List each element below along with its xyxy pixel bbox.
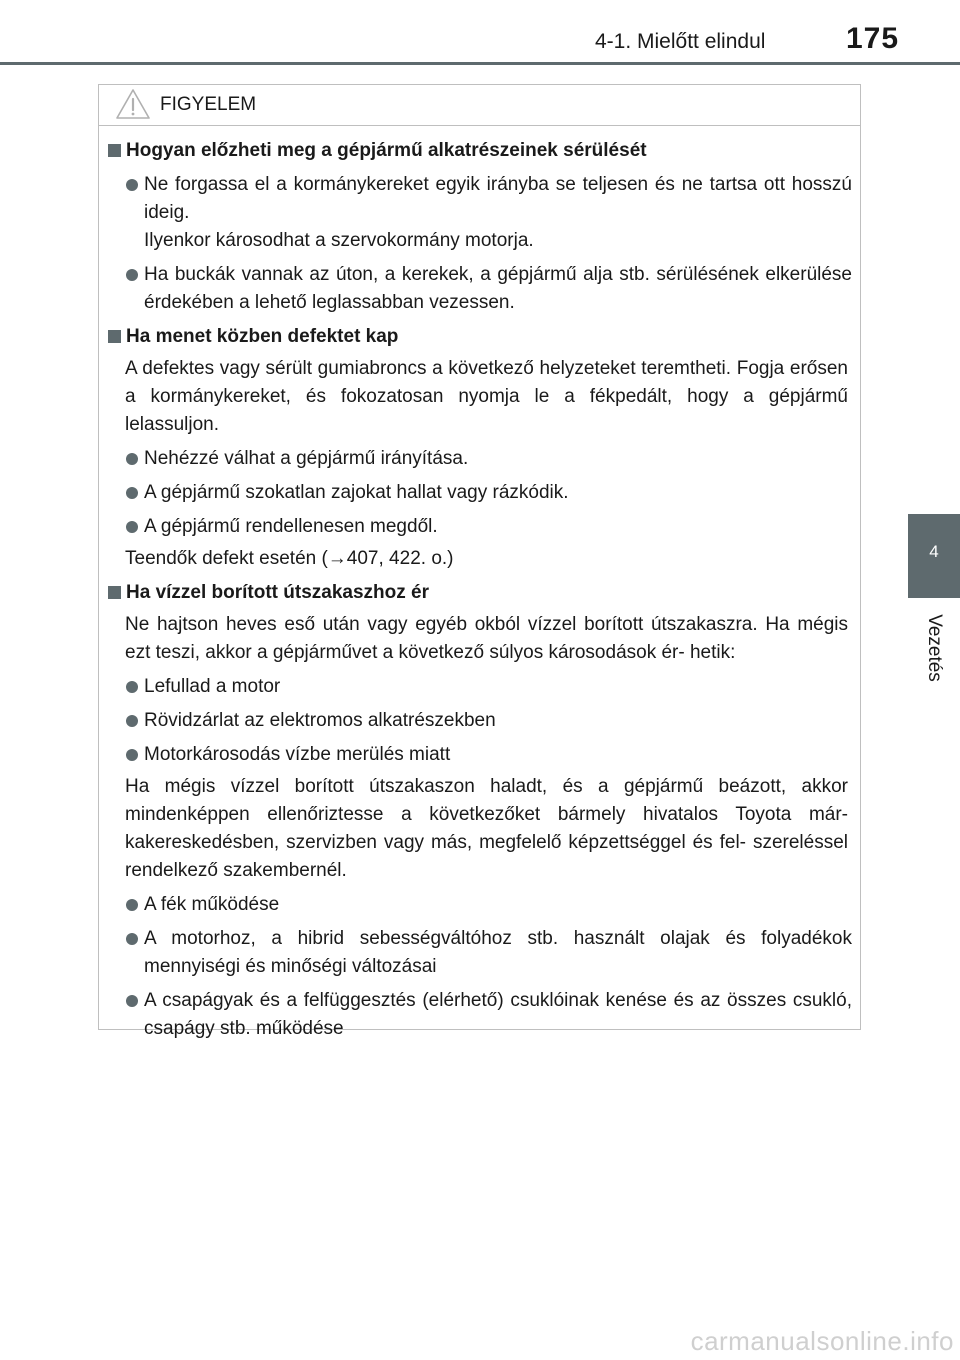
section-title: 4-1. Mielőtt elindul <box>595 30 766 53</box>
list-item: A gépjármű szokatlan zajokat hallat vagy rázkódik. <box>99 479 860 507</box>
warning-content <box>99 137 860 1043</box>
round-bullet-icon <box>126 487 138 499</box>
list-item: Motorkárosodás vízbe merülés miatt <box>99 741 860 769</box>
list-item: A fék működése <box>99 891 860 919</box>
warning-box <box>98 84 861 1039</box>
square-bullet-icon <box>108 586 121 599</box>
square-bullet-icon <box>108 330 121 343</box>
square-bullet-icon <box>108 144 121 157</box>
section-heading: Ha menet közben defektet kap <box>99 323 860 351</box>
list-item: Nehézzé válhat a gépjármű irányítása. <box>99 445 860 473</box>
page-number: 175 <box>846 22 900 55</box>
chapter-label: Vezetés <box>924 614 945 682</box>
warning-title: FIGYELEM <box>160 94 257 115</box>
paragraph: Ha mégis vízzel borított útszakaszon haladt, és a gépjármű beázott, akkor mindenképpen ellenőriztesse a következőket bármely hivatalos Toyota már- kakereskedésben, szervizben vagy más, megfelelő képzettséggel és fel- szereléssel rendelkező szakembernél. <box>125 776 848 881</box>
round-bullet-icon <box>126 179 138 191</box>
round-bullet-icon <box>126 749 138 761</box>
round-bullet-icon <box>126 269 138 281</box>
section-heading: Ha vízzel borított útszakaszhoz ér <box>99 579 860 607</box>
list-item: A gépjármű rendellenesen megdől. <box>99 513 860 541</box>
chapter-tab[interactable] <box>908 514 960 598</box>
list-item: Ha buckák vannak az úton, a kerekek, a gépjármű alja stb. sérülésének elkerülése érdekében a lehető leglassabban vezessen. <box>99 261 860 317</box>
watermark: carmanualsonline.info <box>690 1326 954 1356</box>
list-item: A csapágyak és a felfüggesztés (elérhető) csuklóinak kenése és az összes csukló, csapágy stb. működése <box>99 987 860 1043</box>
warning-triangle-icon <box>115 88 151 120</box>
round-bullet-icon <box>126 899 138 911</box>
round-bullet-icon <box>126 521 138 533</box>
round-bullet-icon <box>126 995 138 1007</box>
section-heading: Hogyan előzheti meg a gépjármű alkatrészeinek sérülését <box>99 137 860 165</box>
warning-header <box>99 85 860 126</box>
page-reference[interactable]: Teendők defekt esetén (→407, 422. o.) <box>125 548 454 569</box>
header-rule <box>0 62 960 65</box>
list-item: Rövidzárlat az elektromos alkatrészekben <box>99 707 860 735</box>
round-bullet-icon <box>126 715 138 727</box>
paragraph: Ne hajtson heves eső után vagy egyéb okból vízzel borított útszakaszra. Ha mégis ezt teszi, akkor a gépjárművet a következő súlyos károsodások ér- hetik: <box>125 614 848 663</box>
round-bullet-icon <box>126 933 138 945</box>
round-bullet-icon <box>126 681 138 693</box>
list-item: A motorhoz, a hibrid sebességváltóhoz stb. használt olajak és folyadékok mennyiségi és minőségi változásai <box>99 925 860 981</box>
chapter-number: 4 <box>929 542 939 561</box>
paragraph: A defektes vagy sérült gumiabroncs a következő helyzeteket teremtheti. Fogja erősen a kormánykereket, és fokozatosan nyomja le a fékpedált, hogy a gépjármű lelassuljon. <box>125 358 848 435</box>
list-item: Lefullad a motor <box>99 673 860 701</box>
list-item: Ne forgassa el a kormánykereket egyik irányba se teljesen és ne tartsa ott hosszú ideig. Ilyenkor károsodhat a szervokormány motorja. <box>99 171 860 255</box>
round-bullet-icon <box>126 453 138 465</box>
